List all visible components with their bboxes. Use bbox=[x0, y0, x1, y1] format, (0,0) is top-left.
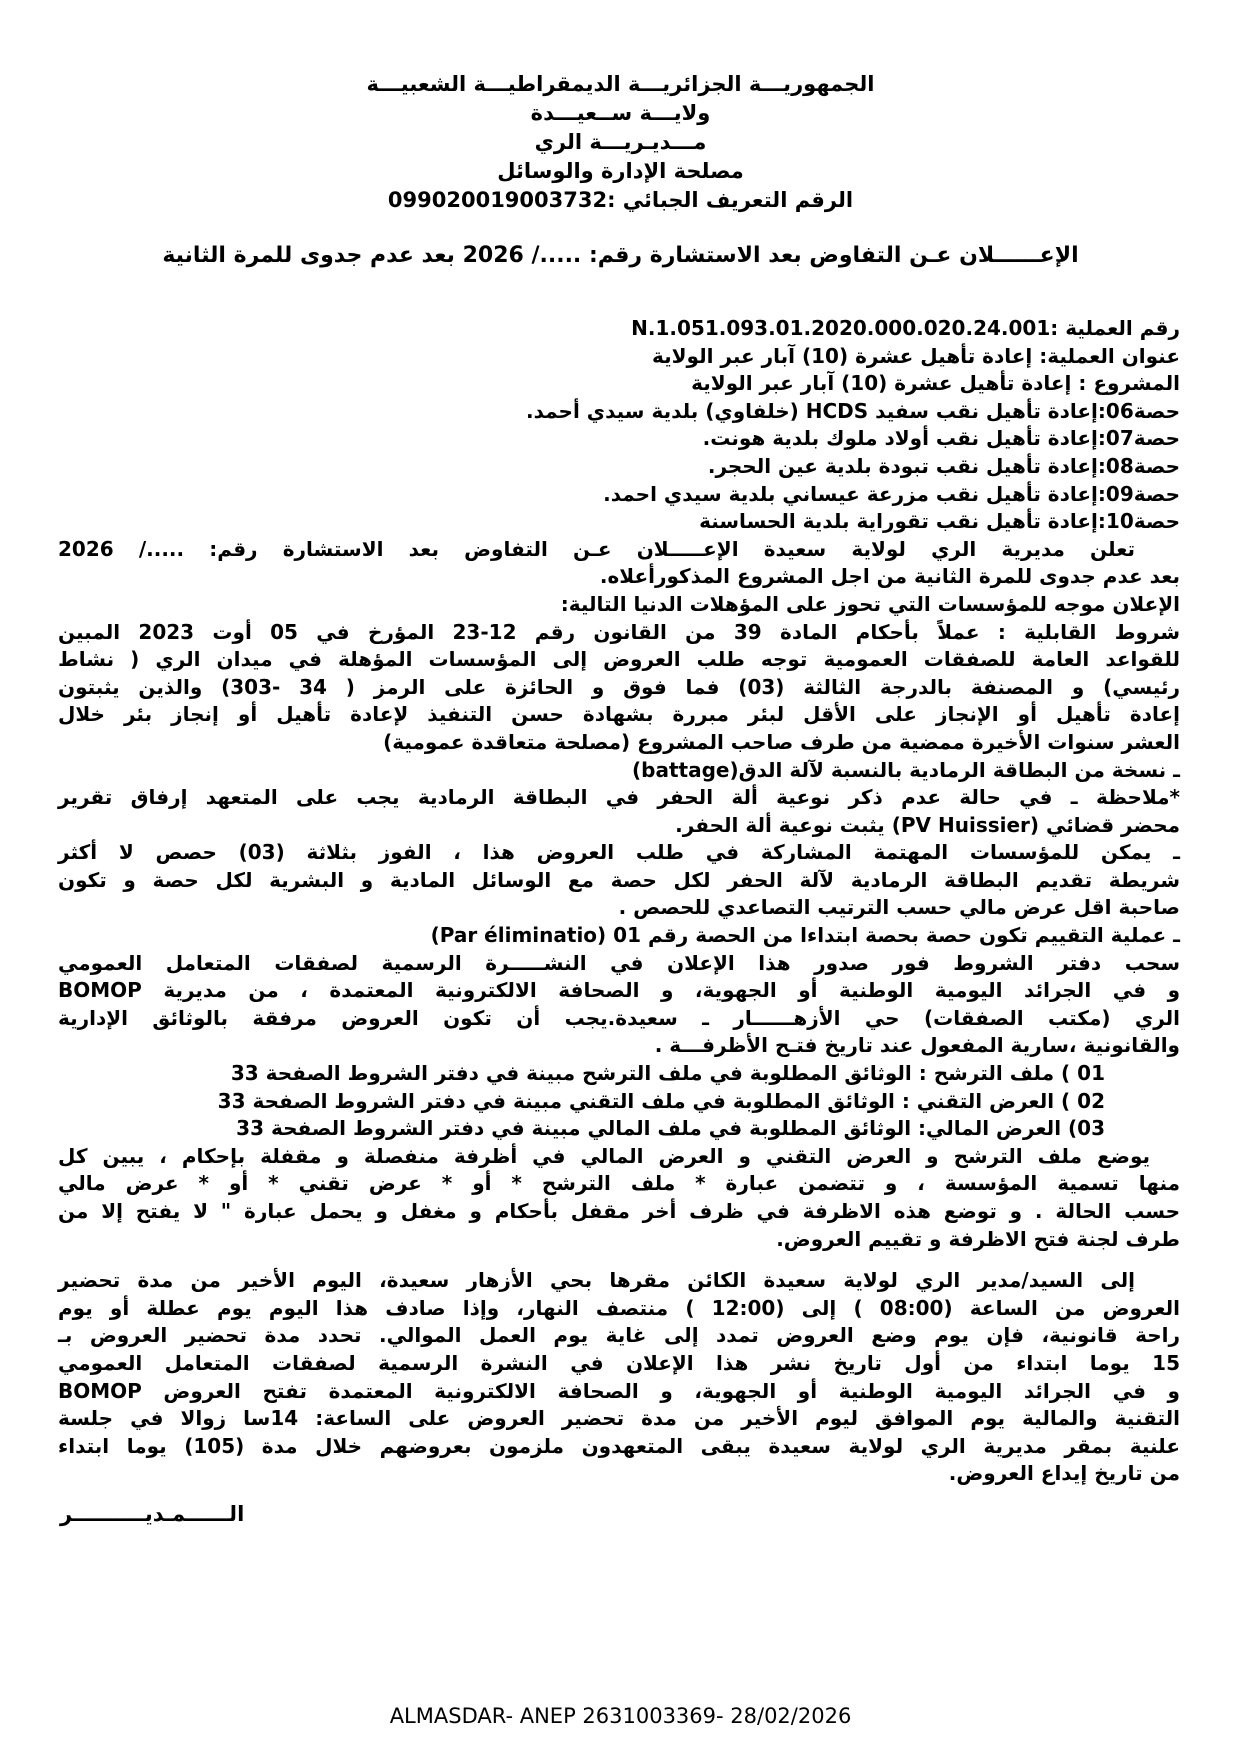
body-line: شروط القابلية : عملاً بأحكام المادة 39 من القانون رقم ‪23-12‬ المؤرخ في 05 أوت 2023 المبين bbox=[58, 619, 1181, 644]
body-line: للقواعد العامة للصفقات العمومية توجه طلب العروض إلى المؤسسات المؤهلة في ميدان الري ( نشاط bbox=[58, 647, 1180, 672]
body-line: و في الجرائد اليومية الوطنية أو الجهوية، و الصحافة الالكترونية المعتمدة ، من مديرية BOMOP bbox=[58, 978, 1180, 1003]
body-line: من تاريخ إيداع العروض. bbox=[948, 1461, 1180, 1486]
body-line: تعلن مديرية الري لولاية سعيدة الإعـــــلان عـن التفاوض بعد الاستشارة رقم: ...../ 2026 bbox=[58, 536, 1135, 561]
body-line: حصة06:إعادة تأهيل نقب سفيد HCDS (خلفاوي) بلدية سيدي أحمد. bbox=[525, 398, 1180, 423]
body-line: حصة08:إعادة تأهيل نقب تبودة بلدية عين الحجر. bbox=[707, 453, 1180, 478]
body-line: التقنية والمالية يوم الموافق ليوم الأخير من مدة تحضير العروض على الساعة: 14سا زوالا في جلسة bbox=[58, 1406, 1180, 1431]
body-line: يوضع ملف الترشح و العرض التقني و العرض المالي في أظرفة منفصلة و مقفلة بإحكام ، يبين كل bbox=[58, 1143, 1150, 1168]
header-tax-id: الرقم التعريف الجبائي :099020019003732 bbox=[387, 188, 854, 212]
body-line: محضر قضائي (PV Huissier) يثبت نوعية ألة الحفر. bbox=[675, 812, 1180, 837]
body-line: منها تسمية المؤسسة ، و تتضمن عبارة * ملف الترشح * أو * عرض تقني * أو * عرض مالي bbox=[58, 1171, 1180, 1196]
body-line: العشر سنوات الأخيرة ممضية من طرف صاحب المشروع (مصلحة متعاقدة عمومية) bbox=[383, 729, 1180, 754]
body-line: صاحبة اقل عرض مالي حسب الترتيب التصاعدي للحصص . bbox=[618, 895, 1180, 920]
body-line: و في الجرائد اليومية الوطنية أو الجهوية، و الصحافة الالكترونية المعتمدة تفتح العروض BOMOP bbox=[58, 1378, 1180, 1403]
body-line: 15 يوما ابتداء من أول تاريخ نشر هذا الإعلان في النشرة الرسمية لصفقات المتعامل العمومي bbox=[58, 1350, 1180, 1375]
body-line: العروض من الساعة (08:00 ) إلى (12:00 ) منتصف النهار، وإذا صادف هذا اليوم يوم عطلة أو يوم bbox=[58, 1295, 1181, 1320]
body-line: رقم العملية :N.1.051.093.01.2020.000.020.24.001 bbox=[631, 316, 1180, 340]
body-line: حصة07:إعادة تأهيل نقب أولاد ملوك بلدية هونت. bbox=[702, 426, 1180, 451]
anep-footer: ALMASDAR- ANEP 2631003369- 28/02/2026 bbox=[389, 1704, 852, 1728]
header-service: مصلحة الإدارة والوسائل bbox=[497, 159, 744, 183]
body-line: طرف لجنة فتح الاظرفة و تقييم العروض. bbox=[776, 1226, 1180, 1251]
announcement-title: الإعــــــلان عـن التفاوض بعد الاستشارة رقم: ...../ 2026 بعد عدم جدوى للمرة الثانية bbox=[162, 243, 1079, 268]
body-line: الإعلان موجه للمؤسسات التي تحوز على المؤهلات الدنيا التالية: bbox=[560, 591, 1180, 616]
body-line: رئيسي) و المصنفة بالدرجة الثالثة (03) فما فوق و الحائزة على الرمز ‪(303- 34 )‬ والذين يثبتون bbox=[58, 674, 1180, 699]
body-line: راحة قانونية، فإن يوم وضع العروض تمدد إلى غاية يوم العمل الموالي. تحدد مدة تحضير العروض بـ bbox=[58, 1323, 1180, 1348]
body-line: عنوان العملية: إعادة تأهيل عشرة (10) آبار عبر الولاية bbox=[652, 343, 1180, 368]
body-line: ـ يمكن للمؤسسات المهتمة المشاركة في طلب العروض هذا ، الفوز بثلاثة (03) حصص لا أكثر bbox=[58, 840, 1181, 865]
signature-director: الــــــمـديــــــــــر bbox=[60, 1501, 245, 1526]
body-line: والقانونية ،سارية المفعول عند تاريخ فتـح الأظرفـــة . bbox=[654, 1033, 1180, 1058]
body-line: ـ عملية التقييم تكون حصة بحصة ابتداءا من الحصة رقم 01 (Par éliminatio) bbox=[430, 923, 1180, 948]
body-line: حصة10:إعادة تأهيل نقب تقوراية بلدية الحساسنة bbox=[699, 509, 1180, 534]
body-line: المشروع : إعادة تأهيل عشرة (10) آبار عبر الولاية bbox=[691, 371, 1180, 396]
document-header bbox=[0, 0, 1241, 215]
body bbox=[0, 315, 1241, 1488]
body-line: 01 ) ملف الترشح : الوثائق المطلوبة في ملف الترشح مبينة في دفتر الشروط الصفحة 33 bbox=[230, 1061, 1105, 1086]
body-line: علنية بمقر مديرية الري لولاية سعيدة يبقى المتعهدون ملزمون بعروضهم خلال مدة (105) يوما ابتداء bbox=[58, 1433, 1180, 1458]
body-line: ـ نسخة من البطاقة الرمادية بالنسبة لآلة الدق(battage) bbox=[632, 757, 1180, 782]
body-line: *ملاحظة ـ في حالة عدم ذكر نوعية ألة الحفر في البطاقة الرمادية يجب على المتعهد إرفاق تقرير bbox=[58, 785, 1180, 810]
body-line: شريطة تقديم البطاقة الرمادية لآلة الحفر لكل حصة مع الوسائل المادية و البشرية لكل حصة و تكون bbox=[58, 867, 1180, 892]
body-line: بعد عدم جدوى للمرة الثانية من اجل المشروع المذكورأعلاه. bbox=[599, 564, 1180, 589]
header-wilaya: ولايـــة ســعيـــدة bbox=[530, 101, 711, 125]
body-line: 02 ) العرض التقني : الوثائق المطلوبة في ملف التقني مبينة في دفتر الشروط الصفحة 33 bbox=[217, 1088, 1105, 1113]
body-line: الري (مكتب الصفقات) حي الأزهــــــار ـ سعيدة.يجب أن تكون العروض مرفقة بالوثائق الإدارية bbox=[58, 1005, 1180, 1030]
body-line: 03) العرض المالي: الوثائق المطلوبة في ملف المالي مبينة في دفتر الشروط الصفحة 33 bbox=[236, 1116, 1105, 1141]
body-line: حسب الحالة . و توضع هذه الاظرفة في ظرف أخر مقفل بأحكام و مغفل و يحمل عبارة " لا يفتح إلا من bbox=[58, 1199, 1180, 1223]
body-line: سحب دفتر الشروط فور صدور هذا الإعلان في النشـــــرة الرسمية لصفقات المتعامل العمومي bbox=[58, 950, 1180, 975]
body-line: حصة09:إعادة تأهيل نقب مزرعة عيساني بلدية سيدي احمد. bbox=[603, 481, 1180, 506]
body-line: إعادة تأهيل أو الإنجاز على الأقل لبئر مبررة بشهادة حسن التنفيذ لإعادة تأهيل أو إنجاز بئر خلال bbox=[58, 702, 1180, 727]
header-republic: الجمهوريـــة الجزائريـــة الديمقراطيـــة الشعبيـــة bbox=[366, 72, 875, 96]
body-line: إلى السيد/مدير الري لولاية سعيدة الكائن مقرها بحي الأزهار سعيدة، اليوم الأخير من مدة تحضير bbox=[58, 1268, 1135, 1293]
header-directorate: مـــديـريـــة الري bbox=[534, 130, 707, 154]
